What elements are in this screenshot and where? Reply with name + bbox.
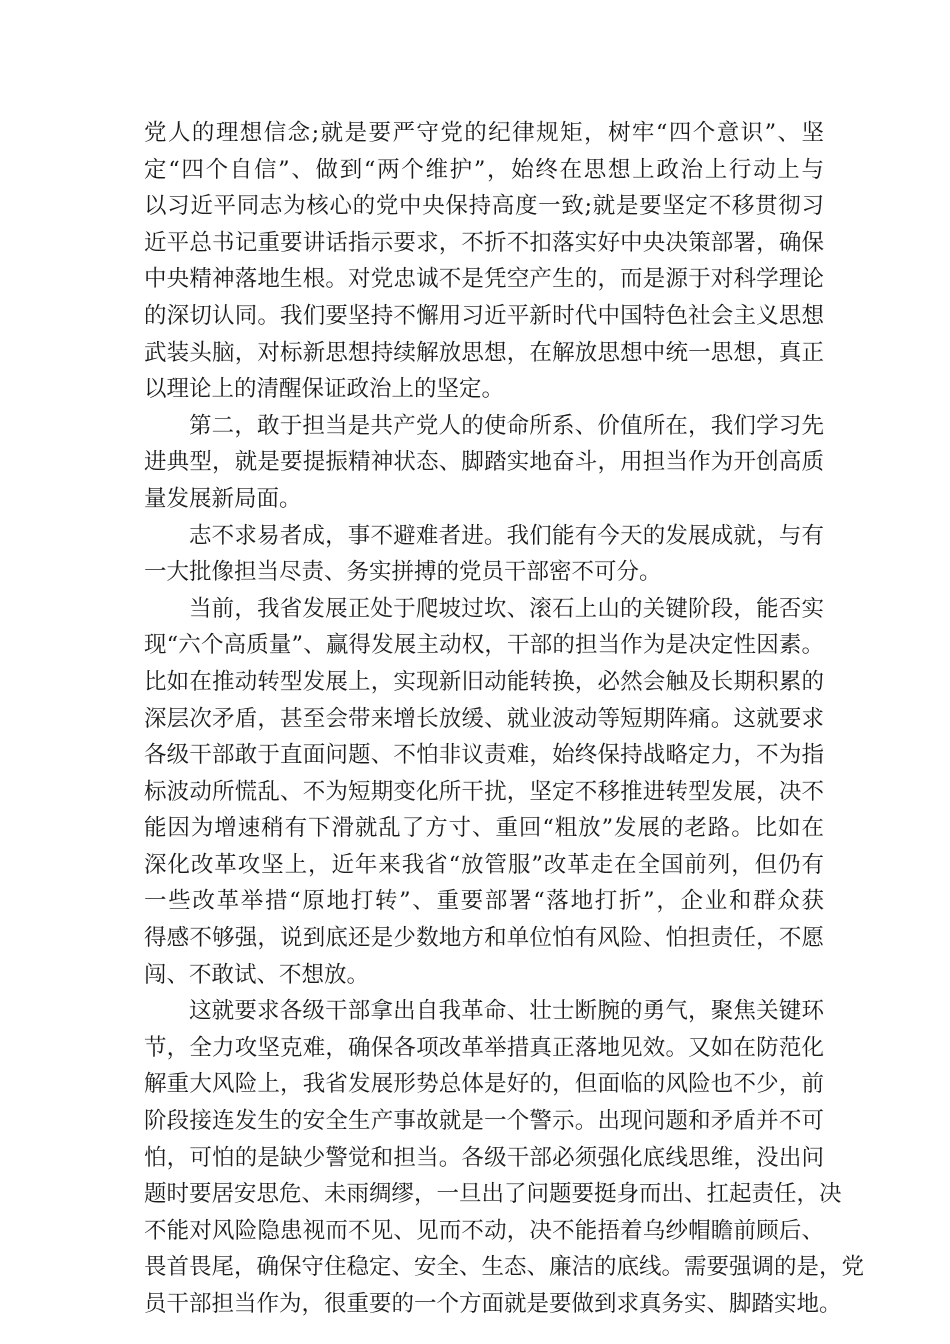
text-line: 进典型，就是要提振精神状态、脚踏实地奋斗，用担当作为开创高质 xyxy=(144,449,824,476)
text-line: 志不求易者成，事不避难者进。我们能有今天的发展成就，与有 xyxy=(189,522,824,549)
text-line: 标波动所慌乱、不为短期变化所干扰，坚定不移推进转型发展，决不 xyxy=(144,778,824,805)
text-line: 能因为增速稍有下滑就乱了方寸、重回“粗放”发展的老路。比如在 xyxy=(144,815,824,842)
text-line: 当前，我省发展正处于爬坡过坎、滚石上山的关键阶段，能否实 xyxy=(189,595,824,622)
text-line: 以习近平同志为核心的党中央保持高度一致;就是要坚定不移贯彻习 xyxy=(144,193,824,220)
text-line: 一大批像担当尽责、务实拼搏的党员干部密不可分。 xyxy=(144,559,662,586)
text-line: 定“四个自信”、做到“两个维护”，始终在思想上政治上行动上与 xyxy=(144,156,824,183)
text-line: 武装头脑，对标新思想持续解放思想，在解放思想中统一思想，真正 xyxy=(144,339,824,366)
text-line: 深层次矛盾，甚至会带来增长放缓、就业波动等短期阵痛。这就要求 xyxy=(144,705,824,732)
text-line: 得感不够强，说到底还是少数地方和单位怕有风险、怕担责任，不愿 xyxy=(144,925,824,952)
text-line: 党人的理想信念;就是要严守党的纪律规矩，树牢“四个意识”、坚 xyxy=(144,120,824,146)
document-body xyxy=(144,115,865,1323)
text-line: 深化改革攻坚上，近年来我省“放管服”改革走在全国前列，但仍有 xyxy=(144,851,824,878)
text-line: 量发展新局面。 xyxy=(144,485,302,512)
text-line: 比如在推动转型发展上，实现新旧动能转换，必然会触及长期积累的 xyxy=(144,668,824,695)
text-line: 解重大风险上，我省发展形势总体是好的，但面临的风险也不少，前 xyxy=(144,1071,824,1098)
text-line: 不能对风险隐患视而不见、见而不动，决不能捂着乌纱帽瞻前顾后、 xyxy=(144,1217,824,1244)
text-line: 这就要求各级干部拿出自我革命、壮士断腕的勇气，聚焦关键环 xyxy=(189,998,824,1025)
text-line: 阶段接连发生的安全生产事故就是一个警示。出现问题和矛盾并不可 xyxy=(144,1108,824,1135)
text-line: 以理论上的清醒保证政治上的坚定。 xyxy=(144,376,505,403)
text-line: 的深切认同。我们要坚持不懈用习近平新时代中国特色社会主义思想 xyxy=(144,302,824,329)
text-line: 员干部担当作为，很重要的一个方面就是要做到求真务实、脚踏实地。 xyxy=(144,1291,842,1317)
text-line: 怕，可怕的是缺少警觉和担当。各级干部必须强化底线思维，没出问 xyxy=(144,1144,824,1171)
text-line: 题时要居安思危、未雨绸缪，一旦出了问题要挺身而出、扛起责任，决 xyxy=(144,1181,842,1208)
text-line: 一些改革举措“原地打转”、重要部署“落地打折”，企业和群众获 xyxy=(144,888,824,915)
text-line: 畏首畏尾，确保守住稳定、安全、生态、廉洁的底线。需要强调的是，党 xyxy=(144,1254,865,1281)
text-line: 各级干部敢于直面问题、不怕非议责难，始终保持战略定力，不为指 xyxy=(144,742,824,769)
text-line: 近平总书记重要讲话指示要求，不折不扣落实好中央决策部署，确保 xyxy=(144,229,824,256)
text-line: 现“六个高质量”、赢得发展主动权，干部的担当作为是决定性因素。 xyxy=(144,632,824,659)
text-line: 闯、不敢试、不想放。 xyxy=(144,961,370,988)
text-line: 节，全力攻坚克难，确保各项改革举措真正落地见效。又如在防范化 xyxy=(144,1034,824,1061)
text-line: 中央精神落地生根。对党忠诚不是凭空产生的，而是源于对科学理论 xyxy=(144,266,824,293)
text-line: 第二，敢于担当是共产党人的使命所系、价值所在，我们学习先 xyxy=(189,412,824,439)
